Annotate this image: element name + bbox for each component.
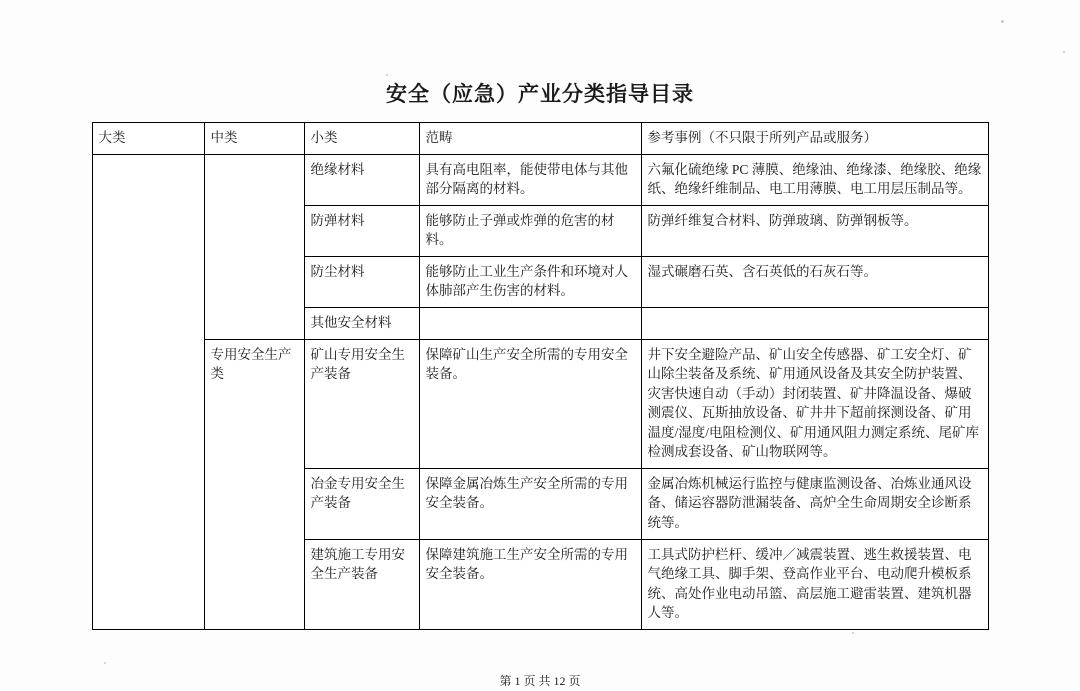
cell-examples: 井下安全避险产品、矿山安全传感器、矿工安全灯、矿山除尘装备及系统、矿用通风设备及其安全防护装置、灾害快速自动（手动）封闭装置、矿井降温设备、爆破测震仪、瓦斯抽放设备、矿井井下超前探测设备、矿用温度/湿度/电阻检测仪、矿用通风阻力测定系统、尾矿库检测成套设备、矿山物联网等。	[641, 339, 988, 468]
cell-scope: 能够防止子弹或炸弹的危害的材料。	[419, 205, 641, 256]
table-header-row	[92, 123, 988, 155]
cell-scope: 保障矿山生产安全所需的专用安全装备。	[419, 339, 641, 468]
cell-middle	[204, 154, 304, 339]
column-header-minor: 小类	[304, 123, 419, 155]
page-footer: 第 1 页 共 12 页	[499, 674, 581, 688]
cell-minor: 其他安全材料	[304, 307, 419, 339]
column-header-scope: 范畴	[419, 123, 641, 155]
cell-scope: 保障建筑施工生产安全所需的专用安全装备。	[419, 539, 641, 629]
scan-speck	[104, 662, 106, 664]
scan-speck	[1063, 51, 1065, 53]
cell-scope: 具有高电阻率，能使带电体与其他部分隔离的材料。	[419, 154, 641, 205]
cell-minor: 建筑施工专用安全生产装备	[304, 539, 419, 629]
cell-scope	[419, 307, 641, 339]
column-header-major: 大类	[92, 123, 204, 155]
column-header-examples: 参考事例（不只限于所列产品或服务）	[641, 123, 988, 155]
scan-speck	[1001, 20, 1004, 23]
scan-speck	[852, 632, 854, 634]
cell-examples	[641, 307, 988, 339]
cell-examples: 金属冶炼机械运行监控与健康监测设备、冶炼业通风设备、储运容器防泄漏装备、高炉全生命周期安全诊断系统等。	[641, 468, 988, 539]
page-title: 安全（应急）产业分类指导目录	[386, 82, 694, 106]
cell-scope: 保障金属冶炼生产安全所需的专用安全装备。	[419, 468, 641, 539]
cell-scope: 能够防止工业生产条件和环境对人体肺部产生伤害的材料。	[419, 256, 641, 307]
cell-major	[92, 154, 204, 629]
table-row	[92, 154, 988, 205]
cell-examples: 六氟化硫绝缘 PC 薄膜、绝缘油、绝缘漆、绝缘胶、绝缘纸、绝缘纤维制品、电工用薄膜、电工用层压制品等。	[641, 154, 988, 205]
cell-minor: 绝缘材料	[304, 154, 419, 205]
table-row	[92, 339, 988, 468]
catalog-table	[92, 122, 989, 630]
cell-examples: 湿式碾磨石英、含石英低的石灰石等。	[641, 256, 988, 307]
cell-examples: 防弹纤维复合材料、防弹玻璃、防弹钢板等。	[641, 205, 988, 256]
cell-minor: 矿山专用安全生产装备	[304, 339, 419, 468]
column-header-middle: 中类	[204, 123, 304, 155]
cell-middle: 专用安全生产类	[204, 339, 304, 629]
cell-minor: 防弹材料	[304, 205, 419, 256]
cell-examples: 工具式防护栏杆、缓冲／减震装置、逃生救援装置、电气绝缘工具、脚手架、登高作业平台、电动爬升模板系统、高处作业电动吊篮、高层施工避雷装置、建筑机器人等。	[641, 539, 988, 629]
cell-minor: 冶金专用安全生产装备	[304, 468, 419, 539]
cell-minor: 防尘材料	[304, 256, 419, 307]
scan-speck	[386, 74, 388, 76]
